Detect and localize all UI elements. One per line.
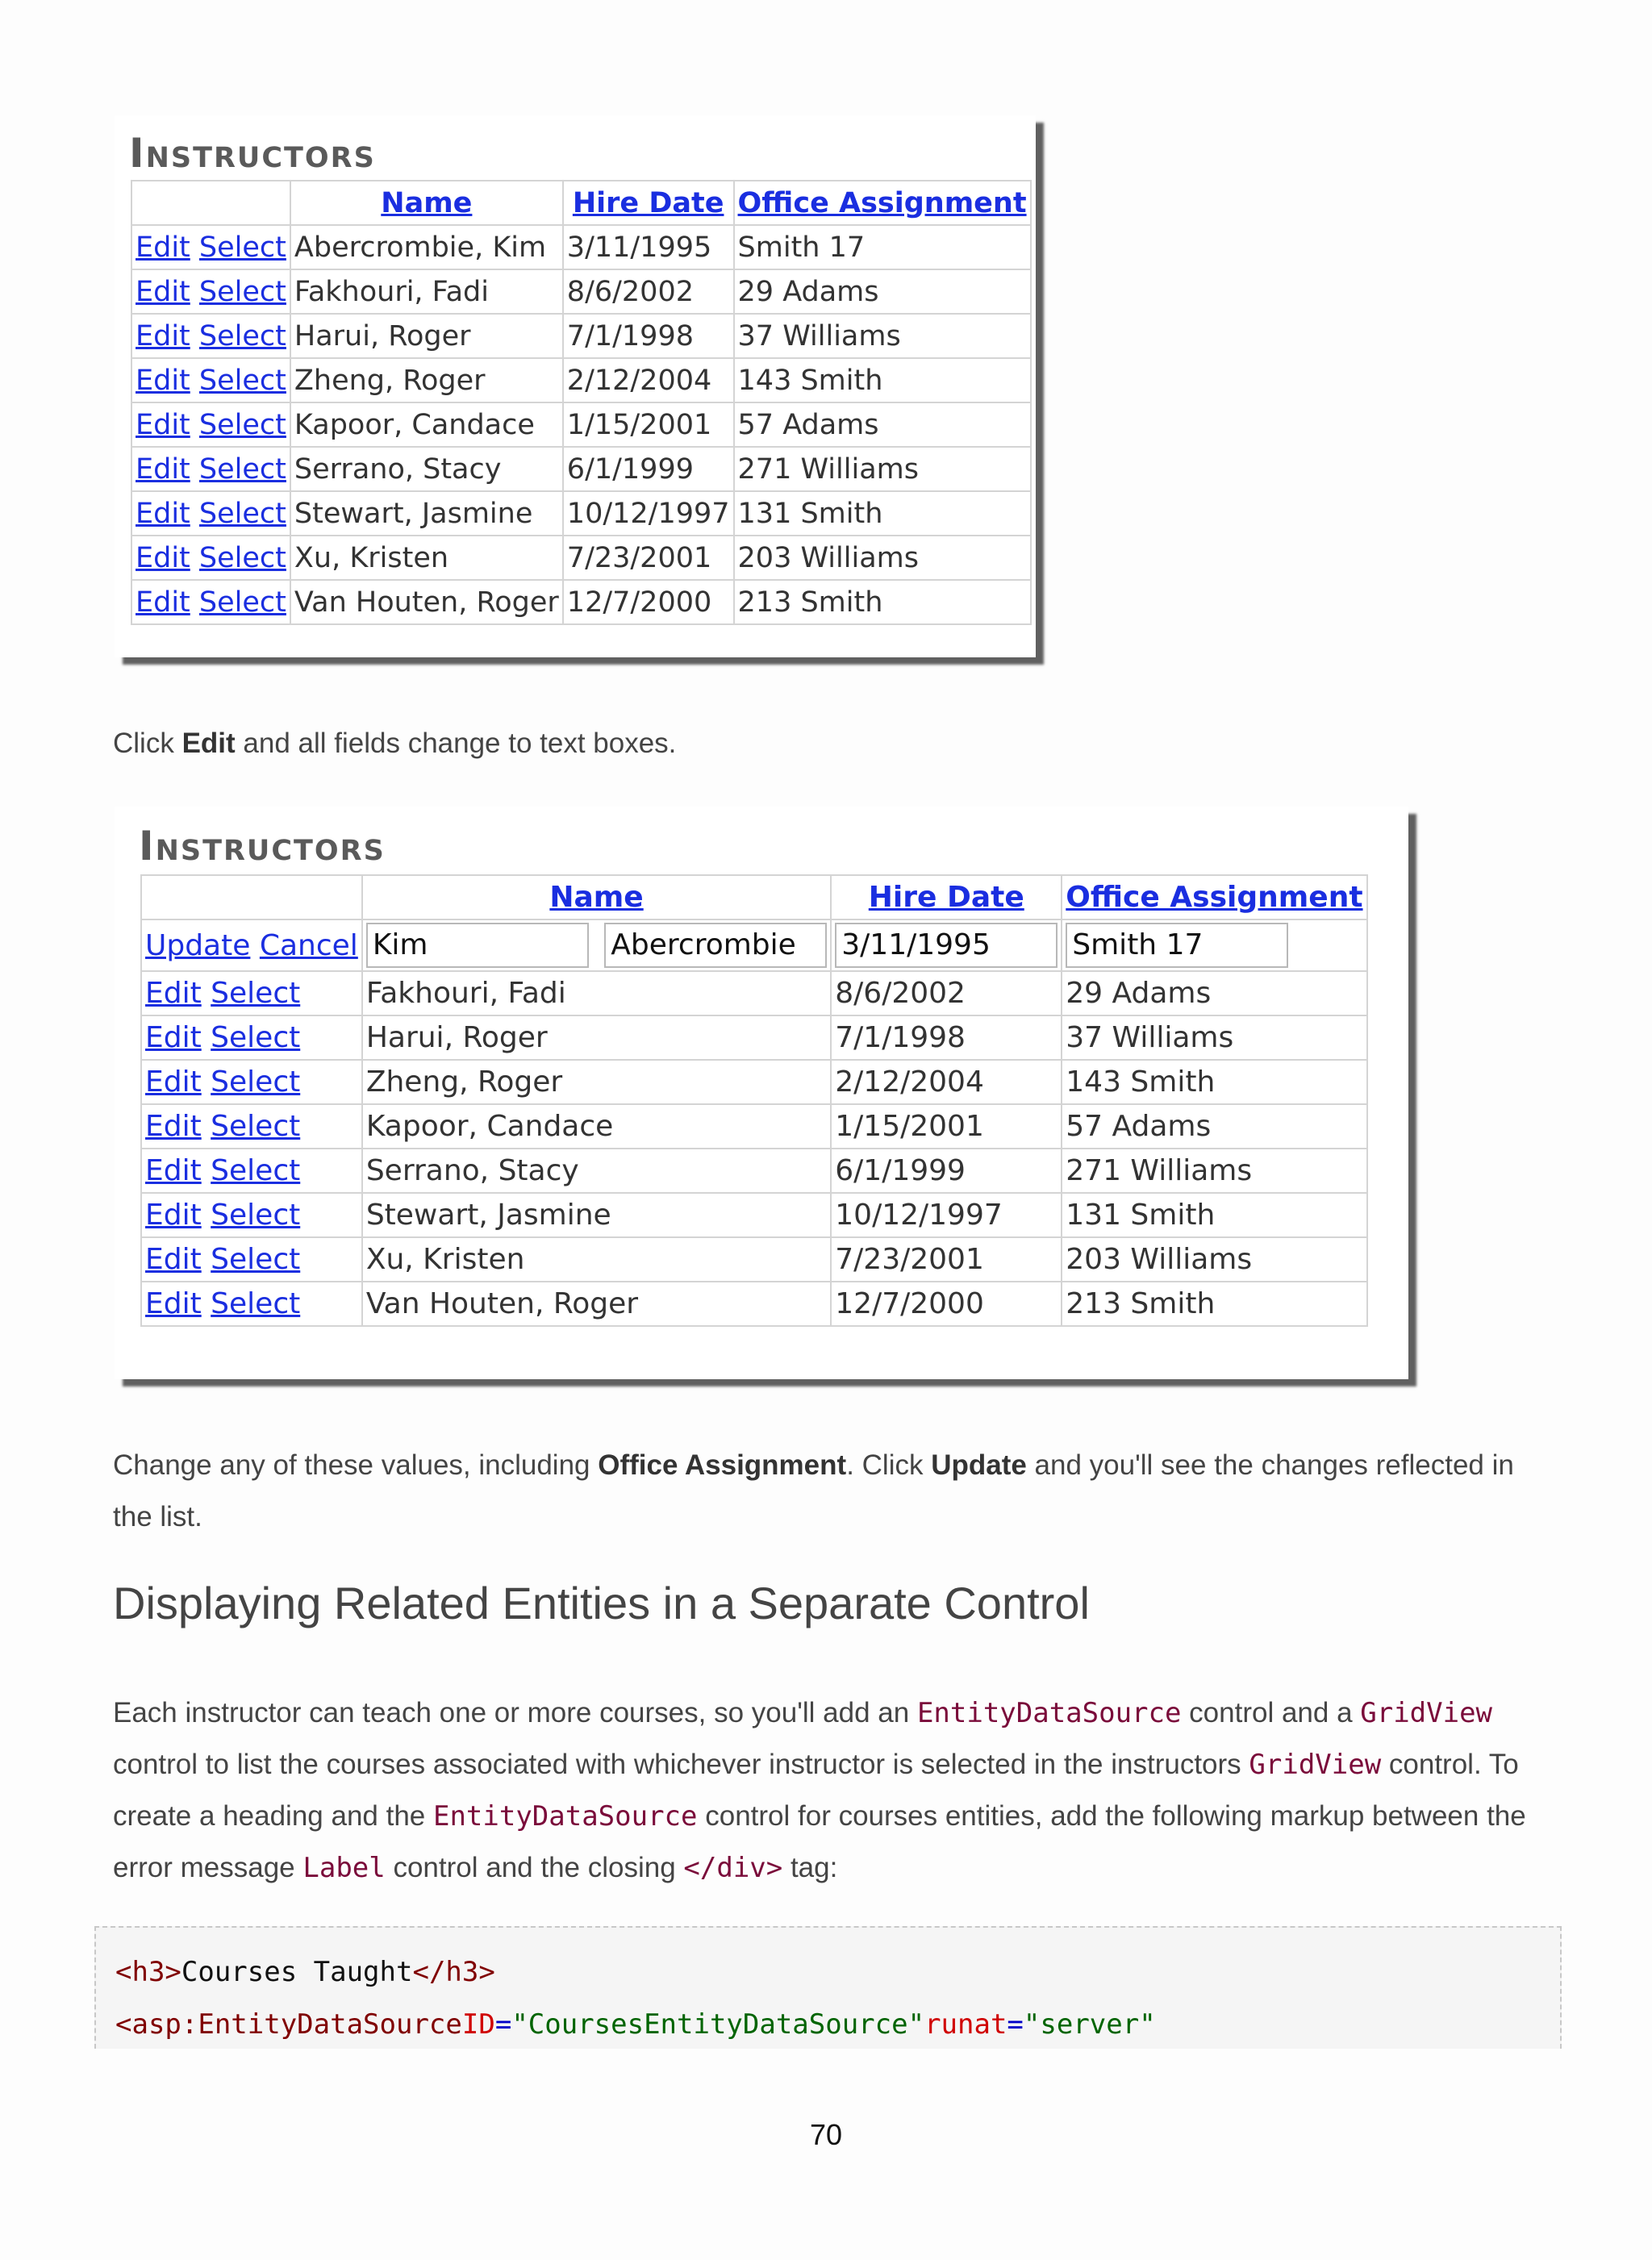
hire-date-cell: 8/6/2002 — [831, 971, 1062, 1015]
inline-code: EntityDataSource — [432, 1800, 698, 1833]
hire-date-cell: 3/11/1995 — [563, 225, 734, 269]
sort-name-link[interactable]: Name — [549, 881, 644, 914]
name-cell: Abercrombie, Kim — [290, 225, 563, 269]
para1-text-2: and all fields change to text boxes. — [235, 728, 677, 759]
office-cell: 131 Smith — [1062, 1193, 1366, 1237]
office-cell: 271 Williams — [734, 447, 1031, 491]
table-row — [141, 1282, 1367, 1326]
table-row — [141, 1104, 1367, 1149]
hire-date-cell: 7/23/2001 — [563, 536, 734, 580]
name-cell: Van Houten, Roger — [290, 580, 563, 624]
name-cell: Fakhouri, Fadi — [290, 269, 563, 314]
office-cell: 57 Adams — [734, 402, 1031, 447]
office-edit-cell — [1062, 919, 1366, 971]
select-link[interactable]: Select — [198, 231, 286, 264]
para2-text-2: . Click — [846, 1449, 932, 1481]
inline-code: </div> — [683, 1852, 783, 1884]
office-cell: 143 Smith — [734, 358, 1031, 402]
hire-date-edit-cell — [831, 919, 1062, 971]
office-cell: 37 Williams — [734, 314, 1031, 358]
edit-link[interactable]: Edit — [145, 1110, 202, 1143]
code-attr: ID — [461, 2008, 495, 2041]
row-actions-cell — [131, 536, 290, 580]
para1-text: Click — [113, 728, 182, 759]
select-link[interactable]: Select — [198, 364, 286, 397]
para3-text: control for courses entities, add the following markup between the error message — [113, 1800, 1526, 1883]
name-edit-cell — [362, 919, 831, 971]
code-tag: <h3> — [115, 1956, 181, 1988]
para1-bold: Edit — [181, 728, 236, 759]
row-actions-cell — [141, 1104, 362, 1149]
row-actions-cell — [131, 580, 290, 624]
code-tag: </h3> — [412, 1956, 495, 1988]
edit-link[interactable]: Edit — [136, 275, 190, 308]
row-actions-cell — [131, 402, 290, 447]
office-cell: 143 Smith — [1062, 1060, 1366, 1104]
para3-text: control and a — [1181, 1697, 1361, 1728]
table-row — [131, 536, 1031, 580]
edit-link[interactable]: Edit — [145, 1287, 202, 1320]
table-row — [141, 1237, 1367, 1282]
inline-code: GridView — [1249, 1749, 1382, 1781]
instructors-grid-edit-mode — [140, 874, 1368, 1327]
code-text: Courses Taught — [181, 1956, 413, 1988]
sort-office-link[interactable]: Office Assignment — [737, 186, 1027, 219]
office-cell: 29 Adams — [1062, 971, 1366, 1015]
row-actions-cell — [131, 447, 290, 491]
hire-date-cell: 6/1/1999 — [563, 447, 734, 491]
grid-header-row — [141, 875, 1367, 919]
table-row — [131, 447, 1031, 491]
inline-code: Label — [302, 1852, 386, 1884]
office-cell: 203 Williams — [734, 536, 1031, 580]
name-cell: Fakhouri, Fadi — [362, 971, 831, 1015]
name-cell: Kapoor, Candace — [362, 1104, 831, 1149]
name-cell: Zheng, Roger — [362, 1060, 831, 1104]
edit-link[interactable]: Edit — [145, 1199, 202, 1232]
hire-date-cell: 7/1/1998 — [563, 314, 734, 358]
select-link[interactable]: Select — [211, 1199, 301, 1232]
paragraph-click-edit — [113, 718, 1549, 769]
instructors-screenshot-1 — [115, 115, 1036, 657]
grid-header-office[interactable] — [1062, 875, 1366, 919]
office-cell: 213 Smith — [1062, 1282, 1366, 1326]
table-row — [131, 358, 1031, 402]
select-link[interactable]: Select — [198, 586, 286, 619]
table-row — [141, 1149, 1367, 1193]
select-link[interactable]: Select — [198, 452, 286, 486]
office-cell: 203 Williams — [1062, 1237, 1366, 1282]
select-link[interactable]: Select — [211, 1021, 301, 1054]
code-value: "CoursesEntityDataSource" — [511, 2008, 925, 2041]
select-link[interactable]: Select — [211, 1154, 301, 1187]
row-actions-cell — [141, 1282, 362, 1326]
table-row — [141, 1193, 1367, 1237]
hire-date-cell: 2/12/2004 — [831, 1060, 1062, 1104]
select-link[interactable]: Select — [198, 408, 286, 441]
hire-date-textbox[interactable]: 3/11/1995 — [835, 923, 1058, 968]
edit-link[interactable]: Edit — [145, 1243, 202, 1276]
hire-date-cell: 7/1/1998 — [831, 1015, 1062, 1060]
cancel-link[interactable]: Cancel — [259, 928, 358, 962]
row-actions-cell — [131, 314, 290, 358]
sort-hire-date-link[interactable]: Hire Date — [868, 881, 1024, 914]
grid-header-hire-date[interactable] — [563, 181, 734, 225]
table-row — [141, 971, 1367, 1015]
para2-bold-office: Office Assignment — [598, 1449, 847, 1481]
row-actions-cell — [131, 225, 290, 269]
hire-date-cell: 7/23/2001 — [831, 1237, 1062, 1282]
edit-link[interactable]: Edit — [136, 408, 190, 441]
table-row — [131, 314, 1031, 358]
grid-header-hire-date[interactable] — [831, 875, 1062, 919]
code-tag: <asp:EntityDataSource — [115, 2008, 462, 2041]
paragraph-change-values — [113, 1440, 1549, 1543]
para3-text: control and the closing — [385, 1852, 684, 1883]
edit-link[interactable]: Edit — [136, 364, 190, 397]
sort-hire-date-link[interactable]: Hire Date — [572, 186, 724, 219]
select-link[interactable]: Select — [211, 1243, 301, 1276]
edit-link[interactable]: Edit — [136, 497, 190, 530]
edit-link[interactable]: Edit — [136, 541, 190, 574]
edit-link[interactable]: Edit — [145, 1154, 202, 1187]
page-number: 70 — [809, 2118, 843, 2151]
name-cell: Van Houten, Roger — [362, 1282, 831, 1326]
update-link[interactable]: Update — [145, 928, 251, 962]
inline-code: EntityDataSource — [916, 1697, 1182, 1729]
name-cell: Xu, Kristen — [362, 1237, 831, 1282]
para3-text: Each instructor can teach one or more courses, so you'll add an — [113, 1697, 917, 1728]
instructors-grid — [131, 180, 1032, 625]
name-cell: Serrano, Stacy — [290, 447, 563, 491]
select-link[interactable]: Select — [198, 541, 286, 574]
para2-text: Change any of these values, including — [113, 1449, 599, 1481]
name-cell: Serrano, Stacy — [362, 1149, 831, 1193]
select-link[interactable]: Select — [211, 1287, 301, 1320]
select-link[interactable]: Select — [211, 977, 301, 1010]
row-actions-cell — [141, 1060, 362, 1104]
code-block — [94, 1926, 1562, 2049]
row-actions-cell — [141, 1237, 362, 1282]
edit-link[interactable]: Edit — [136, 231, 190, 264]
first-name-textbox[interactable]: Kim — [366, 923, 589, 968]
grid-header-name[interactable] — [290, 181, 563, 225]
select-link[interactable]: Select — [211, 1110, 301, 1143]
hire-date-cell: 10/12/1997 — [831, 1193, 1062, 1237]
para2-bold-update: Update — [931, 1449, 1027, 1481]
row-actions-cell — [131, 358, 290, 402]
name-cell: Harui, Roger — [362, 1015, 831, 1060]
code-attr: runat — [924, 2008, 1007, 2041]
office-cell: 37 Williams — [1062, 1015, 1366, 1060]
code-value: "server" — [1023, 2008, 1156, 2041]
grid-header-row — [131, 181, 1031, 225]
hire-date-cell: 10/12/1997 — [563, 491, 734, 536]
sort-name-link[interactable]: Name — [381, 186, 473, 219]
paragraph-instructions — [113, 1687, 1549, 1894]
grid-title: Instructors — [129, 130, 376, 177]
hire-date-cell: 1/15/2001 — [563, 402, 734, 447]
row-actions-cell — [141, 1015, 362, 1060]
edit-link[interactable]: Edit — [136, 452, 190, 486]
office-textbox[interactable]: Smith 17 — [1066, 923, 1288, 968]
name-cell: Stewart, Jasmine — [290, 491, 563, 536]
edit-actions-cell — [141, 919, 362, 971]
hire-date-cell: 6/1/1999 — [831, 1149, 1062, 1193]
table-row — [141, 1060, 1367, 1104]
para2-text-3: and you'll see the changes reflected in the list. — [113, 1449, 1514, 1532]
row-actions-cell — [131, 491, 290, 536]
row-actions-cell — [141, 1149, 362, 1193]
row-actions-cell — [131, 269, 290, 314]
office-cell: Smith 17 — [734, 225, 1031, 269]
select-link[interactable]: Select — [198, 319, 286, 352]
last-name-textbox[interactable]: Abercrombie — [604, 923, 827, 968]
edit-link[interactable]: Edit — [145, 1021, 202, 1054]
instructors-screenshot-2 — [115, 807, 1408, 1379]
grid-header-name[interactable] — [362, 875, 831, 919]
row-actions-cell — [141, 1193, 362, 1237]
select-link[interactable]: Select — [198, 275, 286, 308]
edit-link[interactable]: Edit — [145, 1065, 202, 1099]
grid-header-actions — [131, 181, 290, 225]
table-row-editing — [141, 919, 1367, 971]
office-cell: 213 Smith — [734, 580, 1031, 624]
para3-text: tag: — [782, 1852, 838, 1883]
sort-office-link[interactable]: Office Assignment — [1066, 881, 1363, 914]
edit-link[interactable]: Edit — [136, 586, 190, 619]
name-cell: Zheng, Roger — [290, 358, 563, 402]
office-cell: 271 Williams — [1062, 1149, 1366, 1193]
code-line-2 — [115, 2008, 1156, 2041]
inline-code: GridView — [1360, 1697, 1493, 1729]
table-row — [131, 269, 1031, 314]
hire-date-cell: 8/6/2002 — [563, 269, 734, 314]
name-cell: Xu, Kristen — [290, 536, 563, 580]
table-row — [131, 225, 1031, 269]
office-cell: 57 Adams — [1062, 1104, 1366, 1149]
code-eq: = — [494, 2008, 512, 2041]
hire-date-cell: 12/7/2000 — [563, 580, 734, 624]
select-link[interactable]: Select — [198, 497, 286, 530]
table-row — [131, 491, 1031, 536]
para3-text: control to list the courses associated with whichever instructor is selected in the instructors — [113, 1749, 1249, 1780]
hire-date-cell: 12/7/2000 — [831, 1282, 1062, 1326]
hire-date-cell: 2/12/2004 — [563, 358, 734, 402]
para3-text: control. To create a heading and the — [113, 1749, 1519, 1832]
office-cell: 131 Smith — [734, 491, 1031, 536]
section-heading: Displaying Related Entities in a Separate Control — [113, 1578, 1090, 1628]
grid-title: Instructors — [139, 823, 386, 869]
grid-header-office[interactable] — [734, 181, 1031, 225]
office-cell: 29 Adams — [734, 269, 1031, 314]
code-line-1 — [115, 1956, 495, 1988]
table-row — [141, 1015, 1367, 1060]
select-link[interactable]: Select — [211, 1065, 301, 1099]
code-eq: = — [1007, 2008, 1024, 2041]
edit-link[interactable]: Edit — [145, 977, 202, 1010]
name-cell: Kapoor, Candace — [290, 402, 563, 447]
name-cell: Stewart, Jasmine — [362, 1193, 831, 1237]
table-row — [131, 580, 1031, 624]
hire-date-cell: 1/15/2001 — [831, 1104, 1062, 1149]
edit-link[interactable]: Edit — [136, 319, 190, 352]
name-cell: Harui, Roger — [290, 314, 563, 358]
table-row — [131, 402, 1031, 447]
grid-header-actions — [141, 875, 362, 919]
row-actions-cell — [141, 971, 362, 1015]
